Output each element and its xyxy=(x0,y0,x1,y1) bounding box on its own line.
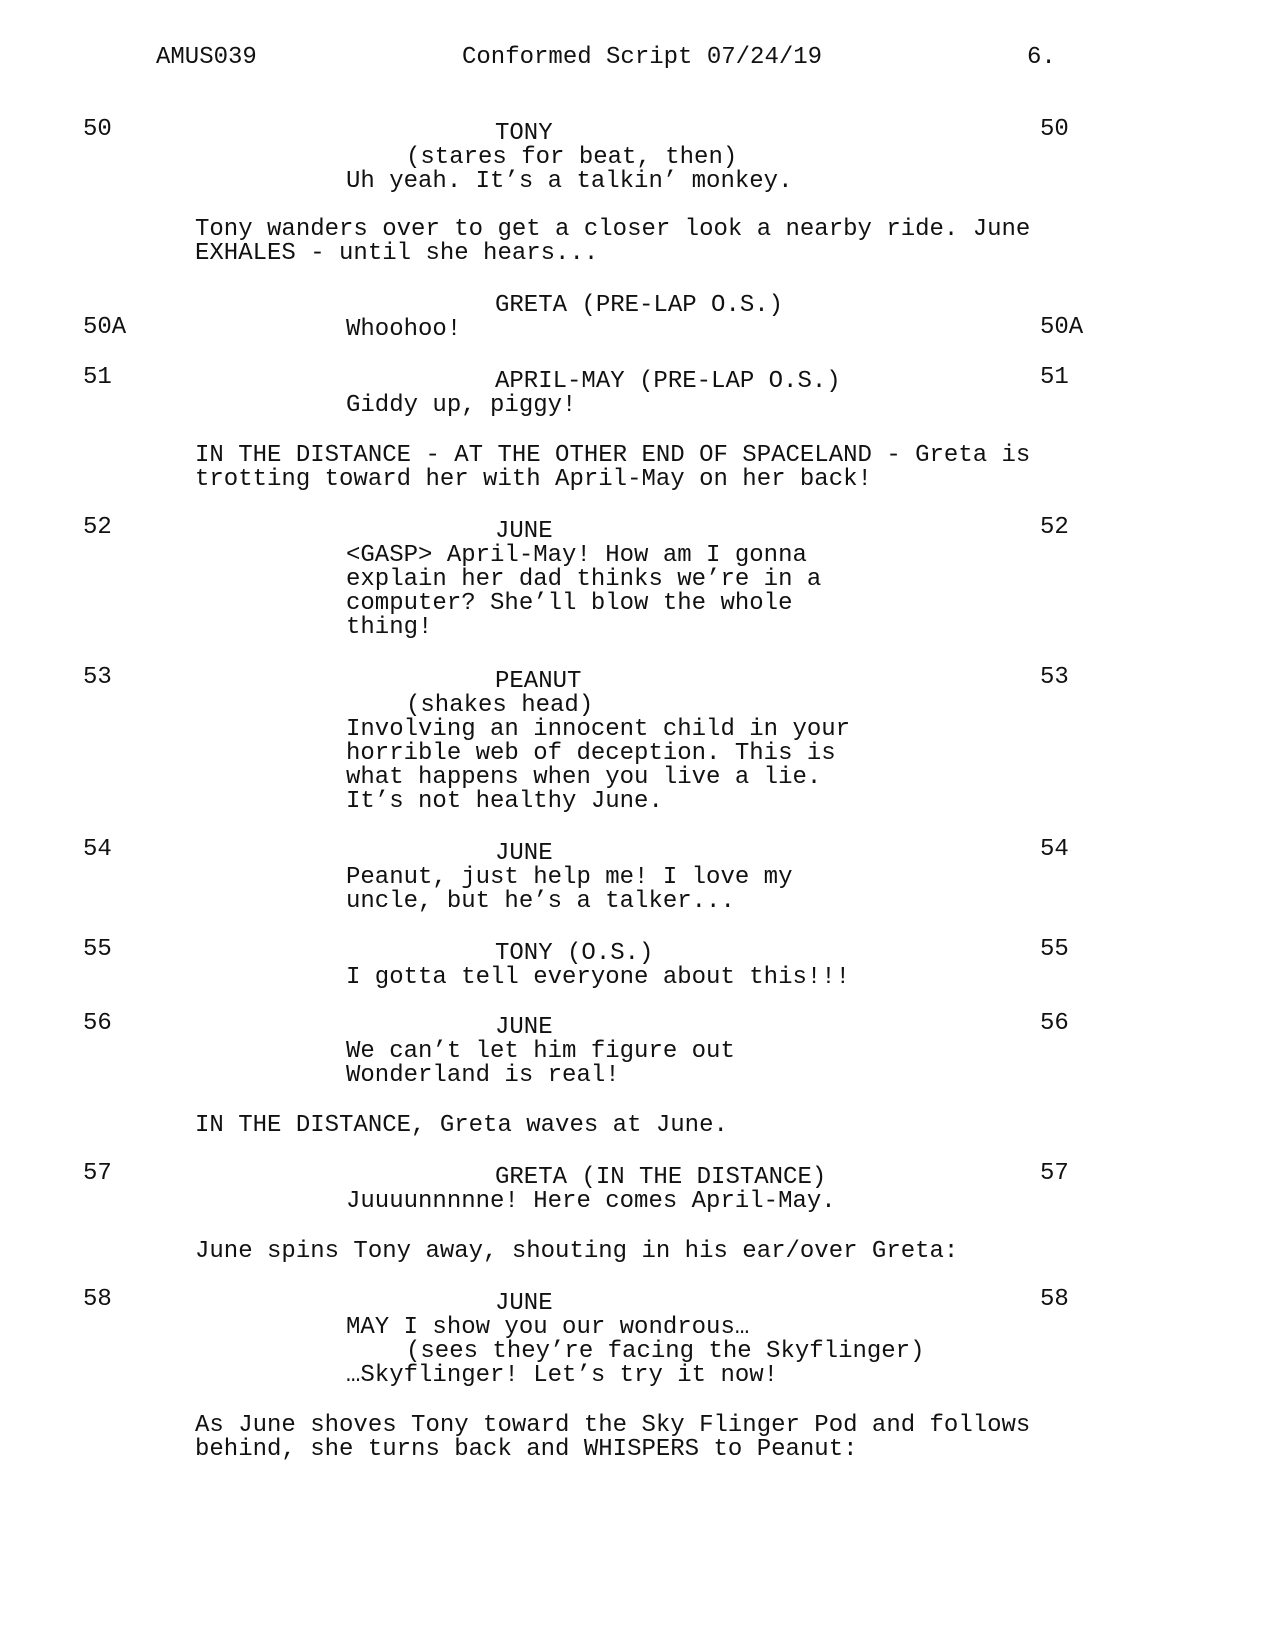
scene-number-left: 53 xyxy=(83,664,112,691)
dialogue-line: Wonderland is real! xyxy=(346,1062,620,1089)
dialogue-line: It’s not healthy June. xyxy=(346,788,663,815)
header-script-revision: Conformed Script 07/24/19 xyxy=(462,44,823,71)
scene-number-right: 51 xyxy=(1040,364,1069,391)
scene-number-right: 54 xyxy=(1040,836,1069,863)
scene-number-right: 58 xyxy=(1040,1286,1069,1313)
action-line: IN THE DISTANCE, Greta waves at June. xyxy=(195,1112,728,1139)
character-cue: APRIL-MAY (PRE-LAP O.S.) xyxy=(495,368,841,395)
dialogue-line: Giddy up, piggy! xyxy=(346,392,577,419)
scene-number-left: 52 xyxy=(83,514,112,541)
scene-number-left: 50 xyxy=(83,116,112,143)
parenthetical: (shakes head) xyxy=(406,692,594,719)
action-line: EXHALES - until she hears... xyxy=(195,240,599,267)
action-line: IN THE DISTANCE - AT THE OTHER END OF SPACELAND - Greta is xyxy=(195,442,1031,469)
scene-number-left: 58 xyxy=(83,1286,112,1313)
character-cue: JUNE xyxy=(495,518,553,545)
dialogue-line: Involving an innocent child in your xyxy=(346,716,851,743)
dialogue-line: MAY I show you our wondrous… xyxy=(346,1314,750,1341)
scene-number-left: 50A xyxy=(83,314,127,341)
dialogue-line: what happens when you live a lie. xyxy=(346,764,822,791)
header-production-code: AMUS039 xyxy=(156,44,257,71)
dialogue-line: …Skyflinger! Let’s try it now! xyxy=(346,1362,779,1389)
dialogue-line: <GASP> April-May! How am I gonna xyxy=(346,542,807,569)
parenthetical: (stares for beat, then) xyxy=(406,144,738,171)
action-line: behind, she turns back and WHISPERS to Peanut: xyxy=(195,1436,858,1463)
scene-number-left: 57 xyxy=(83,1160,112,1187)
scene-number-right: 53 xyxy=(1040,664,1069,691)
character-cue: TONY xyxy=(495,120,553,147)
dialogue-line: uncle, but he’s a talker... xyxy=(346,888,735,915)
scene-number-right: 57 xyxy=(1040,1160,1069,1187)
character-cue: GRETA (IN THE DISTANCE) xyxy=(495,1164,827,1191)
parenthetical: (sees they’re facing the Skyflinger) xyxy=(406,1338,925,1365)
action-line: As June shoves Tony toward the Sky Flinger Pod and follows xyxy=(195,1412,1031,1439)
character-cue: JUNE xyxy=(495,840,553,867)
dialogue-line: Juuuunnnnne! Here comes April-May. xyxy=(346,1188,836,1215)
character-cue: JUNE xyxy=(495,1290,553,1317)
scene-number-right: 55 xyxy=(1040,936,1069,963)
action-line: June spins Tony away, shouting in his ear/over Greta: xyxy=(195,1238,959,1265)
dialogue-line: computer? She’ll blow the whole xyxy=(346,590,793,617)
character-cue: JUNE xyxy=(495,1014,553,1041)
character-cue: TONY (O.S.) xyxy=(495,940,654,967)
action-line: trotting toward her with April-May on her back! xyxy=(195,466,872,493)
scene-number-right: 50 xyxy=(1040,116,1069,143)
dialogue-line: Peanut, just help me! I love my xyxy=(346,864,793,891)
dialogue-line: I gotta tell everyone about this!!! xyxy=(346,964,851,991)
dialogue-line: We can’t let him figure out xyxy=(346,1038,735,1065)
scene-number-left: 51 xyxy=(83,364,112,391)
action-line: Tony wanders over to get a closer look a nearby ride. June xyxy=(195,216,1031,243)
header-page-number: 6. xyxy=(1027,44,1056,71)
scene-number-right: 50A xyxy=(1040,314,1084,341)
dialogue-line: thing! xyxy=(346,614,433,641)
scene-number-left: 55 xyxy=(83,936,112,963)
character-cue: PEANUT xyxy=(495,668,582,695)
scene-number-left: 56 xyxy=(83,1010,112,1037)
character-cue: GRETA (PRE-LAP O.S.) xyxy=(495,292,784,319)
scene-number-right: 52 xyxy=(1040,514,1069,541)
scene-number-right: 56 xyxy=(1040,1010,1069,1037)
dialogue-line: explain her dad thinks we’re in a xyxy=(346,566,822,593)
dialogue-line: horrible web of deception. This is xyxy=(346,740,836,767)
scene-number-left: 54 xyxy=(83,836,112,863)
dialogue-line: Whoohoo! xyxy=(346,316,462,343)
dialogue-line: Uh yeah. It’s a talkin’ monkey. xyxy=(346,168,793,195)
